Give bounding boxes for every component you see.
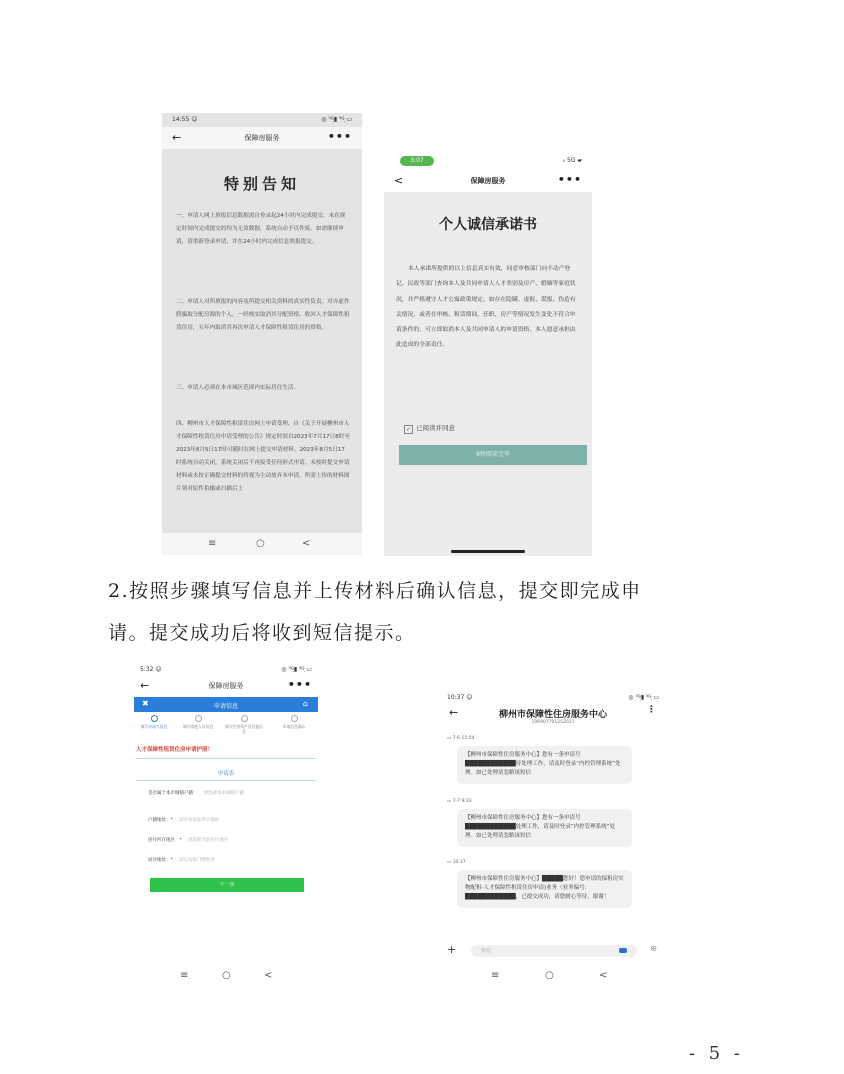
form-title: 申请信息 xyxy=(213,703,238,710)
step-indicator xyxy=(134,715,318,739)
phone-screenshot-sms xyxy=(437,691,669,986)
notice-paragraph: 三、申请人必须在本市城区范围内实际居住生活。 xyxy=(176,385,300,391)
more-icon[interactable]: ••• xyxy=(557,173,582,186)
divider xyxy=(136,758,316,759)
agree-label: 已阅读并同意 xyxy=(416,424,455,432)
sms-input[interactable]: 短信 xyxy=(471,945,637,957)
message-icon: ▭ xyxy=(447,736,453,741)
step-dot-icon xyxy=(151,715,158,722)
send-arrow-icon[interactable]: ⊕ xyxy=(650,944,657,953)
phone-screenshot-application xyxy=(130,663,322,985)
notice-paragraph: 一、申请人网上填报信息数据需自登录起24小时内完成提交，未在规定时间内完成提交的均为无效数据，系统自动予以作废。如需继续申请，请重新登录申请，并在24小时内完成信息填报提交。 xyxy=(176,213,346,245)
form-field-residence[interactable]: 居住地址：* 请写具体门牌地址 xyxy=(148,858,215,863)
back-chevron-icon[interactable]: < xyxy=(394,174,404,187)
more-icon[interactable]: ••• xyxy=(287,678,312,691)
status-icons: ᵢₗ 5G ▰ xyxy=(563,157,582,164)
message-icon: ▭ xyxy=(447,860,453,865)
nav-title: 保障房服务 xyxy=(244,134,280,142)
notice-paragraph: 四、柳州市人才保障性租赁住房网上申请受理，自《关于开展柳州市人才保障性租赁住房申请受理的公告》规定时间自2023年7月17日8时至2023年8月5日17时可随时在网上提交申请材料。2023年8月5日17时系统自动关闭，系统关闭后不再接受任何形式申请。未按时提交申请材料或未按正确提交材料的将视为主动放弃本申请，所需上传的材料图片须对原件拍摄或扫描后上 xyxy=(176,421,350,492)
status-icons: ◎ ⁵ᴳ᷊▮ ⁵ᴳ᷊ ▭ xyxy=(281,666,312,673)
status-bar xyxy=(162,113,362,127)
section-title: 申请表 xyxy=(217,771,235,777)
field-placeholder[interactable]: 请写身份证所示地址 xyxy=(178,818,220,823)
status-time: 3:07 xyxy=(400,156,434,166)
step-item[interactable]: 填写住房资产及其他信息 xyxy=(224,715,264,734)
sim-icon[interactable] xyxy=(619,948,627,953)
message-timestamp: ▭ 7-7 9:33 xyxy=(447,799,472,804)
status-icons: ◎ ⁵ᴳ᷊▮ ⁵ᴳ᷊ ▭ xyxy=(321,116,352,123)
notice-paragraph: 二、申请人对所填报的内容及所提交相关资料的真实性负责。对弄虚作假骗取分配房源的个人，一经核实取消其分配资格，收回人才保障性租赁住房，五年内取消其再次申请人才保障性租赁住房的资格。 xyxy=(176,299,350,331)
nav-title: 保障房服务 xyxy=(208,682,244,690)
notice-title: 特别告知 xyxy=(223,175,300,193)
status-time: 10:37 ☺ xyxy=(447,694,473,701)
back-key-icon[interactable]: < xyxy=(264,970,273,981)
pledge-body: 本人承诺所提供的以上信息真实有效，同意审核部门向不动产登记、民政等部门查询本人及共同申请人人才类别及房产、婚姻等家庭状况，并严格遵守人才公寓政策规定，如存在隐瞒、虚报、谎报、伪造有关情况，或者在审核、租赁期间，任职、房产等情况发生变化不符合申请条件的，可立即取消本人及共同申请人的申请资格，本人愿意承担由此造成的全部责任。 xyxy=(396,266,576,349)
field-placeholder[interactable]: 请写具体门牌地址 xyxy=(178,858,215,863)
home-icon[interactable]: ⌂ xyxy=(302,699,308,708)
nav-bar xyxy=(384,170,592,192)
form-field-region[interactable]: 居住所在地区：* 请选择当前居住地区 xyxy=(148,838,229,843)
pledge-title: 个人诚信承诺书 xyxy=(439,217,537,233)
back-key-icon[interactable]: < xyxy=(302,538,311,549)
message-bubble[interactable]: 【柳州市保障性住房服务中心】您有一条申请号████████████处理工作，请及时登录“内控管理系统”处理。如已处理请忽略该短信 xyxy=(457,809,632,847)
body-paragraph-line: 请。提交成功后将收到短信提示。 xyxy=(108,622,416,644)
status-time: 14:55 ☺ xyxy=(172,116,198,123)
nav-bar xyxy=(437,703,669,727)
step-dot-icon xyxy=(241,715,248,722)
home-key-icon[interactable]: ○ xyxy=(222,970,231,981)
body-paragraph-line: 2.按照步骤填写信息并上传材料后确认信息，提交即完成申 xyxy=(108,580,642,602)
status-icons: ◎ ⁵ᴳ᷊▮ ⁵ᴳ᷊ ▭ xyxy=(628,694,659,701)
step-item[interactable]: 填写家庭人员信息 xyxy=(178,715,218,729)
step-dot-icon xyxy=(195,715,202,722)
soft-keys xyxy=(162,533,362,555)
soft-keys xyxy=(437,968,669,986)
status-bar xyxy=(384,152,592,170)
phone-screenshot-pledge xyxy=(384,152,592,556)
home-indicator[interactable] xyxy=(451,550,525,553)
nav-title: 保障房服务 xyxy=(470,177,506,185)
back-arrow-icon[interactable]: ← xyxy=(172,131,182,144)
back-key-icon[interactable]: < xyxy=(599,970,608,981)
divider xyxy=(136,780,316,781)
nav-bar xyxy=(162,127,362,149)
field-placeholder[interactable]: 请选择当前居住地区 xyxy=(187,838,229,843)
read-complete-button[interactable]: 9秒阅读完毕 xyxy=(399,445,587,465)
more-icon[interactable]: ••• xyxy=(327,130,352,143)
message-timestamp: ▭ 7-6 15:04 xyxy=(447,736,475,741)
status-bar xyxy=(130,663,322,677)
message-timestamp: ▭ 10:37 xyxy=(447,860,466,865)
message-bubble[interactable]: 【柳州市保障性住房服务中心】█████您好！您申请的保租房实物配租-人才保障性租赁住房申请)业务（业务编号：████████████，已提交成功，请您耐心等待，谢谢！ xyxy=(457,870,632,908)
warning-text: 人才保障性租赁住房申请护照！ xyxy=(136,747,214,753)
sender-number: 1069077912520​21 xyxy=(531,720,575,725)
plus-icon[interactable]: + xyxy=(447,943,457,956)
nav-bar xyxy=(130,677,322,699)
step-item[interactable]: 填写申请人信息 xyxy=(134,715,174,729)
page-number: - 5 - xyxy=(688,1043,744,1064)
agree-checkbox[interactable] xyxy=(404,423,455,434)
close-icon[interactable]: ✖ xyxy=(142,699,149,708)
message-icon: ▭ xyxy=(447,799,453,804)
next-button[interactable]: 下一步 xyxy=(150,878,304,892)
step-dot-icon xyxy=(291,715,298,722)
menu-key-icon[interactable]: ≡ xyxy=(491,970,500,981)
menu-key-icon[interactable]: ≡ xyxy=(208,538,217,549)
more-icon[interactable]: ⋮ xyxy=(647,705,657,715)
home-key-icon[interactable]: ○ xyxy=(256,538,265,549)
back-arrow-icon[interactable]: ← xyxy=(449,706,459,719)
form-header-bar xyxy=(134,697,318,712)
field-placeholder[interactable]: 请选择本市城镇户籍 xyxy=(203,791,244,796)
step-item[interactable]: 申请信息确认 xyxy=(274,715,314,729)
phone-screenshot-notice xyxy=(162,113,362,555)
status-time: 5:32 ☺ xyxy=(140,666,162,673)
soft-keys xyxy=(130,965,322,985)
message-input-bar xyxy=(445,944,661,958)
sender-title: 柳州市保障性住房服务中心 xyxy=(498,710,607,720)
message-bubble[interactable]: 【柳州市保障性住房服务中心】您有一条申请号████████████待处理工作，请及时登录“内控管理系统”处理。如已处理请忽略该短信 xyxy=(457,746,632,784)
home-key-icon[interactable]: ○ xyxy=(545,970,554,981)
form-field-address[interactable]: 户籍地址：* 请写身份证所示地址 xyxy=(148,818,220,823)
menu-key-icon[interactable]: ≡ xyxy=(180,970,189,981)
back-arrow-icon[interactable]: ← xyxy=(140,679,150,692)
form-field-hukou[interactable]: 是否属于本市城镇户籍： 请选择本市城镇户籍 xyxy=(148,791,244,796)
checkbox-icon[interactable]: ✓ xyxy=(405,426,412,433)
